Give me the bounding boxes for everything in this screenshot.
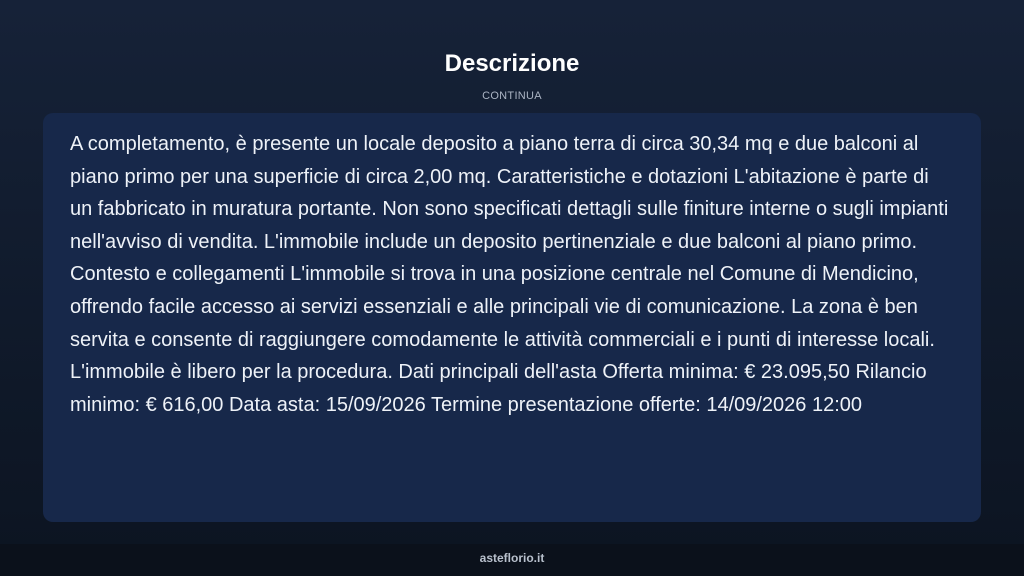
description-card	[43, 113, 981, 522]
description-text: A completamento, è presente un locale deposito a piano terra di circa 30,34 mq e due balconi al piano primo per una superficie di circa 2,00 mq. Caratteristiche e dotazioni L'abitazione è parte di un fabbricato in muratura portante. Non sono specificati dettagli sulle finiture interne o sugli impianti nell'avviso di vendita. L'immobile include un deposito pertinenziale e due balconi al piano primo. Contesto e collegamenti L'immobile si trova in una posizione centrale nel Comune di Mendicino, offrendo facile accesso ai servizi essenziali e alle principali vie di comunicazione. La zona è ben servita e consente di raggiungere comodamente le attività commerciali e i punti di interesse locali. L'immobile è libero per la procedura. Dati principali dell'asta Offerta minima: € 23.095,50 Rilancio minimo: € 616,00 Data asta: 15/09/2026 Termine presentazione offerte: 14/09/2026 12:00	[70, 133, 949, 416]
continue-label: CONTINUA	[482, 90, 542, 102]
page-title: Descrizione	[444, 50, 580, 77]
site-name: asteflorio.it	[479, 551, 545, 565]
footer-bar	[0, 544, 1024, 576]
